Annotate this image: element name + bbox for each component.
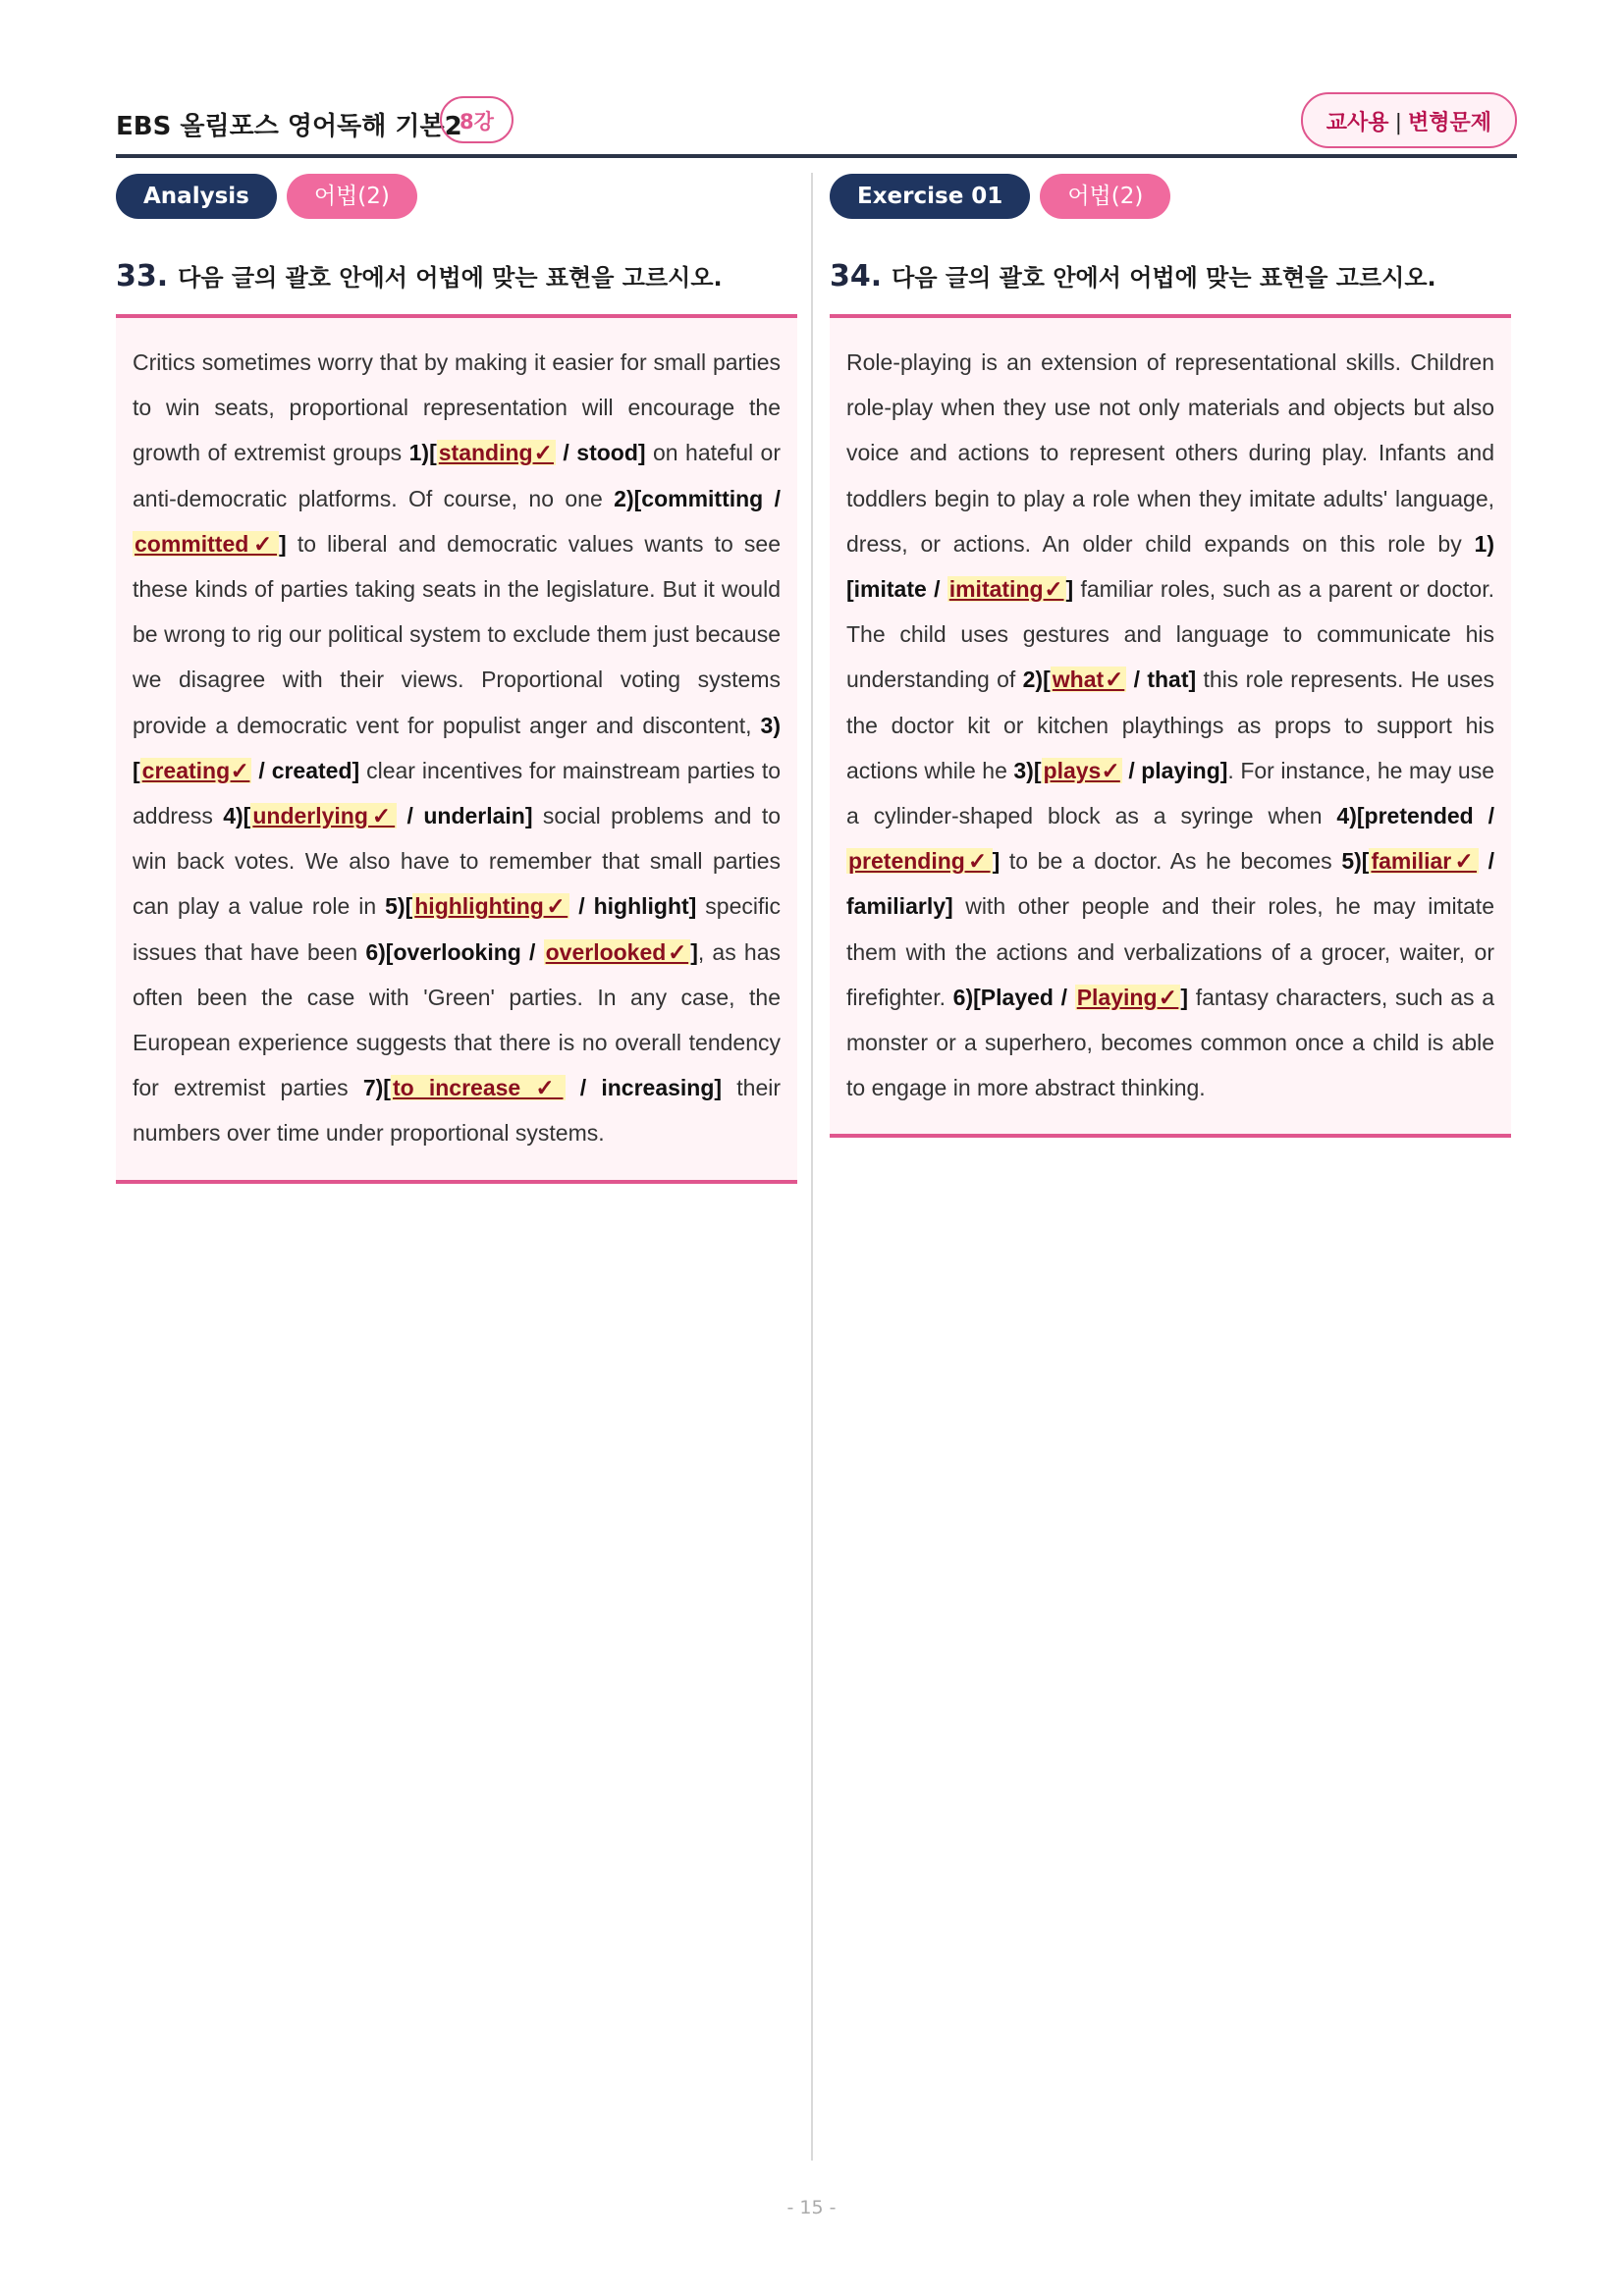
page-number: - 15 -: [786, 2197, 837, 2218]
choice-2: 2)[committing / committed✓]: [135, 485, 782, 557]
version-tag: [1301, 92, 1517, 148]
category-pill: 어법(2): [287, 174, 417, 219]
choice-answer: to increase ✓: [392, 1075, 564, 1101]
choice-3: 3)[creating✓ / created]: [133, 712, 781, 783]
question-text: 다음 글의 괄호 안에서 어법에 맞는 표현을 고르시오.: [892, 264, 1436, 292]
passage-text: Role-playing is an extension of representational skills. Children role-play when they use not only materials and objects but also voice and actions to represent others during play. Infants and toddlers begin to play a role when they imitate adults' language, dress, or actions. An older child expands on this role by 1)[imitate / imitating✓] familiar roles, such as a parent or doctor. The child uses gestures and language to communicate his understanding of 2)[what✓ / that] this role represents. He uses the doctor kit or kitchen playthings as props to support his actions while he 3)[plays✓ / playing]. For instance, he may use a cylinder-shaped block as a syringe when 4)[pretended / pretending✓] to be a doctor. As he becomes 5)[familiar✓ / familiarly] with other people and their roles, he may imitate them with the actions and verbalizations of a grocer, waiter, or firefighter. 6)[Played / Playing✓] fantasy characters, such as a monster or a superhero, becomes common once a child is able to engage in more abstract thinking.: [846, 349, 1495, 1101]
choice-1: 1)[imitate / imitating✓]: [846, 530, 1494, 603]
choice-6: 6)[overlooking / overlooked✓]: [365, 938, 698, 965]
question-title: [116, 258, 797, 297]
choice-answer: creating✓: [141, 757, 250, 783]
choice-4: 4)[underlying✓ / underlain]: [223, 803, 533, 829]
question-number: 33.: [116, 259, 169, 294]
choice-answer: plays✓: [1043, 757, 1120, 783]
choice-answer: committed✓: [135, 530, 278, 557]
section-pills: [830, 174, 1511, 223]
choice-answer: underlying✓: [252, 803, 396, 829]
right-column: [830, 174, 1511, 1138]
choice-7: 7)[to increase ✓ / increasing]: [362, 1075, 723, 1101]
column-divider: [811, 173, 813, 2161]
book-title: EBS 올림포스 영어독해 기본2: [116, 112, 462, 141]
category-pill: 어법(2): [1040, 174, 1170, 219]
choice-answer: overlooked✓: [545, 938, 689, 965]
passage-box: [116, 314, 797, 1184]
page-header: [116, 90, 1517, 157]
section-pill: Exercise 01: [830, 174, 1030, 219]
choice-1: 1)[standing✓ / stood]: [408, 440, 646, 466]
question-title: [830, 258, 1511, 297]
choice-3: 3)[plays✓ / playing]: [1013, 757, 1228, 783]
tag-teacher: 교사용: [1325, 111, 1389, 135]
section-pill: Analysis: [116, 174, 277, 219]
choice-answer: standing✓: [438, 440, 554, 466]
choice-5: 5)[highlighting✓ / highlight]: [385, 893, 697, 920]
tag-separator: |: [1394, 111, 1402, 135]
header-rule: [116, 154, 1517, 158]
choice-answer: familiar✓: [1371, 848, 1477, 875]
choice-answer: what✓: [1052, 667, 1125, 693]
choice-4: 4)[pretended / pretending✓]: [848, 803, 1495, 875]
choice-2: 2)[what✓ / that]: [1022, 667, 1197, 693]
choice-answer: pretending✓: [848, 848, 991, 875]
tag-type: 변형문제: [1407, 111, 1491, 135]
lesson-badge: 8강: [440, 96, 514, 143]
choice-5: 5)[familiar✓ / familiarly]: [846, 848, 1495, 920]
question-number: 34.: [830, 259, 883, 294]
choice-answer: highlighting✓: [414, 893, 568, 920]
section-pills: [116, 174, 797, 223]
passage-text: Critics sometimes worry that by making it easier for small parties to win seats, proportional representation will encourage the growth of extremist groups 1)[standing✓ / stood] on hateful or anti-democratic platforms. Of course, no one 2)[committing / committed✓] to liberal and democratic values wants to see these kinds of parties taking seats in the legislature. But it would be wrong to rig our political system to exclude them just because we disagree with their views. Proportional voting systems provide a democratic vent for populist anger and discontent, 3)[creating✓ / created] clear incentives for mainstream parties to address 4)[underlying✓ / underlain] social problems and to win back votes. We also have to remember that small parties can play a value role in 5)[highlighting✓ / highlight] specific issues that have been 6)[overlooking / overlooked✓], as has often been the case with 'Green' parties. In any case, the European experience suggests that there is no overall tendency for extremist parties 7)[to increase ✓ / increasing] their numbers over time under proportional systems.: [133, 349, 782, 1147]
choice-answer: imitating✓: [948, 576, 1064, 603]
choice-6: 6)[Played / Playing✓]: [952, 984, 1189, 1010]
choice-answer: Playing✓: [1076, 984, 1179, 1010]
passage-box: [830, 314, 1511, 1138]
question-text: 다음 글의 괄호 안에서 어법에 맞는 표현을 고르시오.: [178, 264, 723, 292]
left-column: [116, 174, 797, 1184]
